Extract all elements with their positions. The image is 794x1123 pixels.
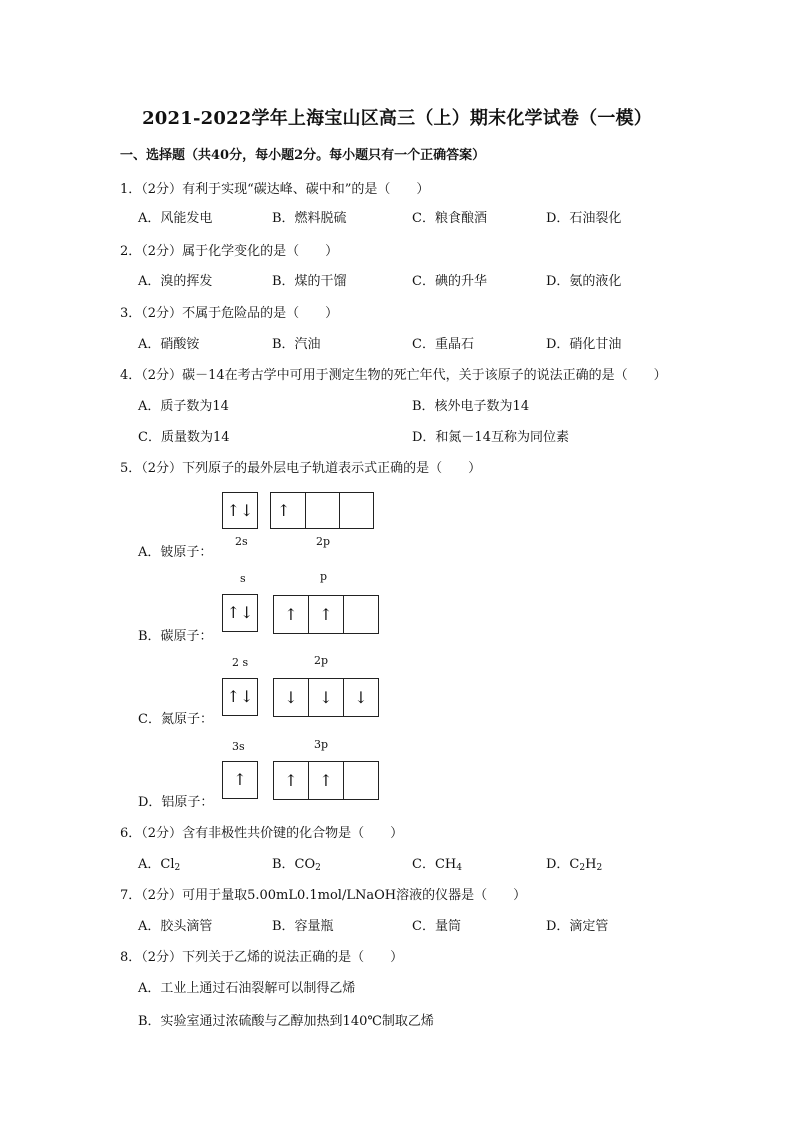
page-title: 2021-2022学年上海宝山区高三（上）期末化学试卷（一模） [142,108,652,129]
formula-subscript: 4 [456,863,462,873]
section-heading: 一、选择题（共40分，每小题2分。每小题只有一个正确答案） [120,148,486,163]
q7-option-d[interactable]: D．滴定管 [546,919,609,934]
q4-option-b[interactable]: B．核外电子数为14 [412,399,530,414]
question-number: 2． [120,244,142,259]
q6-option-b[interactable] [272,853,321,873]
question-stem: 下列原子的最外层电子轨道表示式正确的是（ ） [182,461,482,476]
question-number: 8． [120,950,142,965]
question-2 [120,240,338,259]
q6-option-a[interactable] [138,853,180,873]
question-score: （2分） [141,244,183,259]
orbital-box-2p [339,492,374,529]
orbital-label-s: 2 s [232,656,249,669]
question-stem: 属于化学变化的是（ ） [182,244,339,259]
formula-subscript: 2 [174,863,181,873]
q8-option-b[interactable]: B．实验室通过浓硫酸与乙醇加热到140℃制取乙烯 [138,1014,434,1029]
q8-option-a[interactable]: A．工业上通过石油裂解可以制得乙烯 [138,981,356,996]
formula-text: H [585,857,597,872]
question-3 [120,302,338,321]
q2-option-b[interactable]: B．煤的干馏 [272,274,347,289]
orbital-label-s: s [240,572,246,585]
formula-text: A．Cl [138,857,175,872]
question-stem: 碳－14在考古学中可用于测定生物的死亡年代，关于该原子的说法正确的是（ ） [182,368,667,383]
q4-option-c[interactable]: C．质量数为14 [138,430,230,445]
question-score: （2分） [141,888,183,903]
question-stem: 不属于危险品的是（ ） [182,306,339,321]
orbital-box-2s: ↑↓ [222,594,258,632]
formula-text: C．CH [412,857,457,872]
question-number: 5． [120,461,142,476]
q4-option-a[interactable]: A．质子数为14 [138,399,229,414]
question-stem: 有利于实现“碳达峰、碳中和”的是（ ） [182,182,430,197]
question-number: 3． [120,306,142,321]
q2-option-c[interactable]: C．碘的升华 [412,274,487,289]
orbital-label-p: 2p [316,535,331,548]
orbital-box-2p: ↓ [308,678,344,717]
q1-option-d[interactable]: D．石油裂化 [546,211,622,226]
question-stem: 可用于量取5.00mL0.1mol/LNaOH溶液的仪器是（ ） [182,888,527,903]
q4-option-d[interactable]: D．和氮－14互称为同位素 [412,430,569,445]
q5-option-b[interactable]: B．碳原子： [138,629,213,644]
q5-option-c[interactable]: C．氮原子： [138,712,213,727]
q3-option-a[interactable]: A．硝酸铵 [138,337,200,352]
q6-option-d[interactable] [546,853,602,873]
orbital-label-s: 2s [235,535,248,548]
orbital-box-2s: ↑↓ [222,678,258,716]
q3-option-c[interactable]: C．重晶石 [412,337,474,352]
orbital-label-s: 3s [232,740,245,753]
q5-option-d[interactable]: D．铝原子： [138,795,214,810]
question-number: 6． [120,826,142,841]
formula-text: B．CO [272,857,316,872]
question-5 [120,457,481,476]
question-number: 1． [120,182,142,197]
orbital-box-2p [305,492,340,529]
orbital-box-2p: ↑ [270,492,306,529]
orbital-box-2p: ↑ [273,595,309,634]
orbital-box-2p: ↓ [343,678,379,717]
question-score: （2分） [141,368,183,383]
q7-option-a[interactable]: A．胶头滴管 [138,919,213,934]
q2-option-d[interactable]: D．氨的液化 [546,274,622,289]
formula-text: D．C [546,857,580,872]
orbital-box-2p: ↓ [273,678,309,717]
question-score: （2分） [141,950,183,965]
orbital-label-p: 2p [314,654,329,667]
question-number: 7． [120,888,142,903]
question-7 [120,884,526,903]
q1-option-b[interactable]: B．燃料脱硫 [272,211,347,226]
formula-subscript: 2 [596,863,603,873]
question-4 [120,364,667,383]
question-stem: 下列关于乙烯的说法正确的是（ ） [182,950,404,965]
question-1 [120,178,429,197]
q3-option-d[interactable]: D．硝化甘油 [546,337,622,352]
orbital-label-p: 3p [314,738,329,751]
q1-option-c[interactable]: C．粮食酿酒 [412,211,487,226]
q7-option-c[interactable]: C．量筒 [412,919,461,934]
orbital-box-2s: ↑↓ [222,492,258,529]
q2-option-a[interactable]: A．溴的挥发 [138,274,213,289]
question-score: （2分） [141,461,183,476]
q7-option-b[interactable]: B．容量瓶 [272,919,334,934]
formula-subscript: 2 [315,863,321,873]
orbital-label-p: p [320,570,328,583]
orbital-box-3p: ↑ [308,761,344,800]
q5-option-a[interactable]: A．铍原子： [138,545,213,560]
question-stem: 含有非极性共价键的化合物是（ ） [182,826,404,841]
question-number: 4． [120,368,142,383]
question-score: （2分） [141,182,183,197]
orbital-box-3s: ↑ [222,761,258,799]
question-score: （2分） [141,826,183,841]
formula-subscript: 2 [579,863,586,873]
q6-option-c[interactable] [412,853,462,873]
q1-option-a[interactable]: A．风能发电 [138,211,213,226]
orbital-box-3p [343,761,379,800]
question-6 [120,822,403,841]
orbital-box-2p [343,595,379,634]
q3-option-b[interactable]: B．汽油 [272,337,321,352]
question-8 [120,946,403,965]
orbital-box-2p: ↑ [308,595,344,634]
question-score: （2分） [141,306,183,321]
orbital-box-3p: ↑ [273,761,309,800]
